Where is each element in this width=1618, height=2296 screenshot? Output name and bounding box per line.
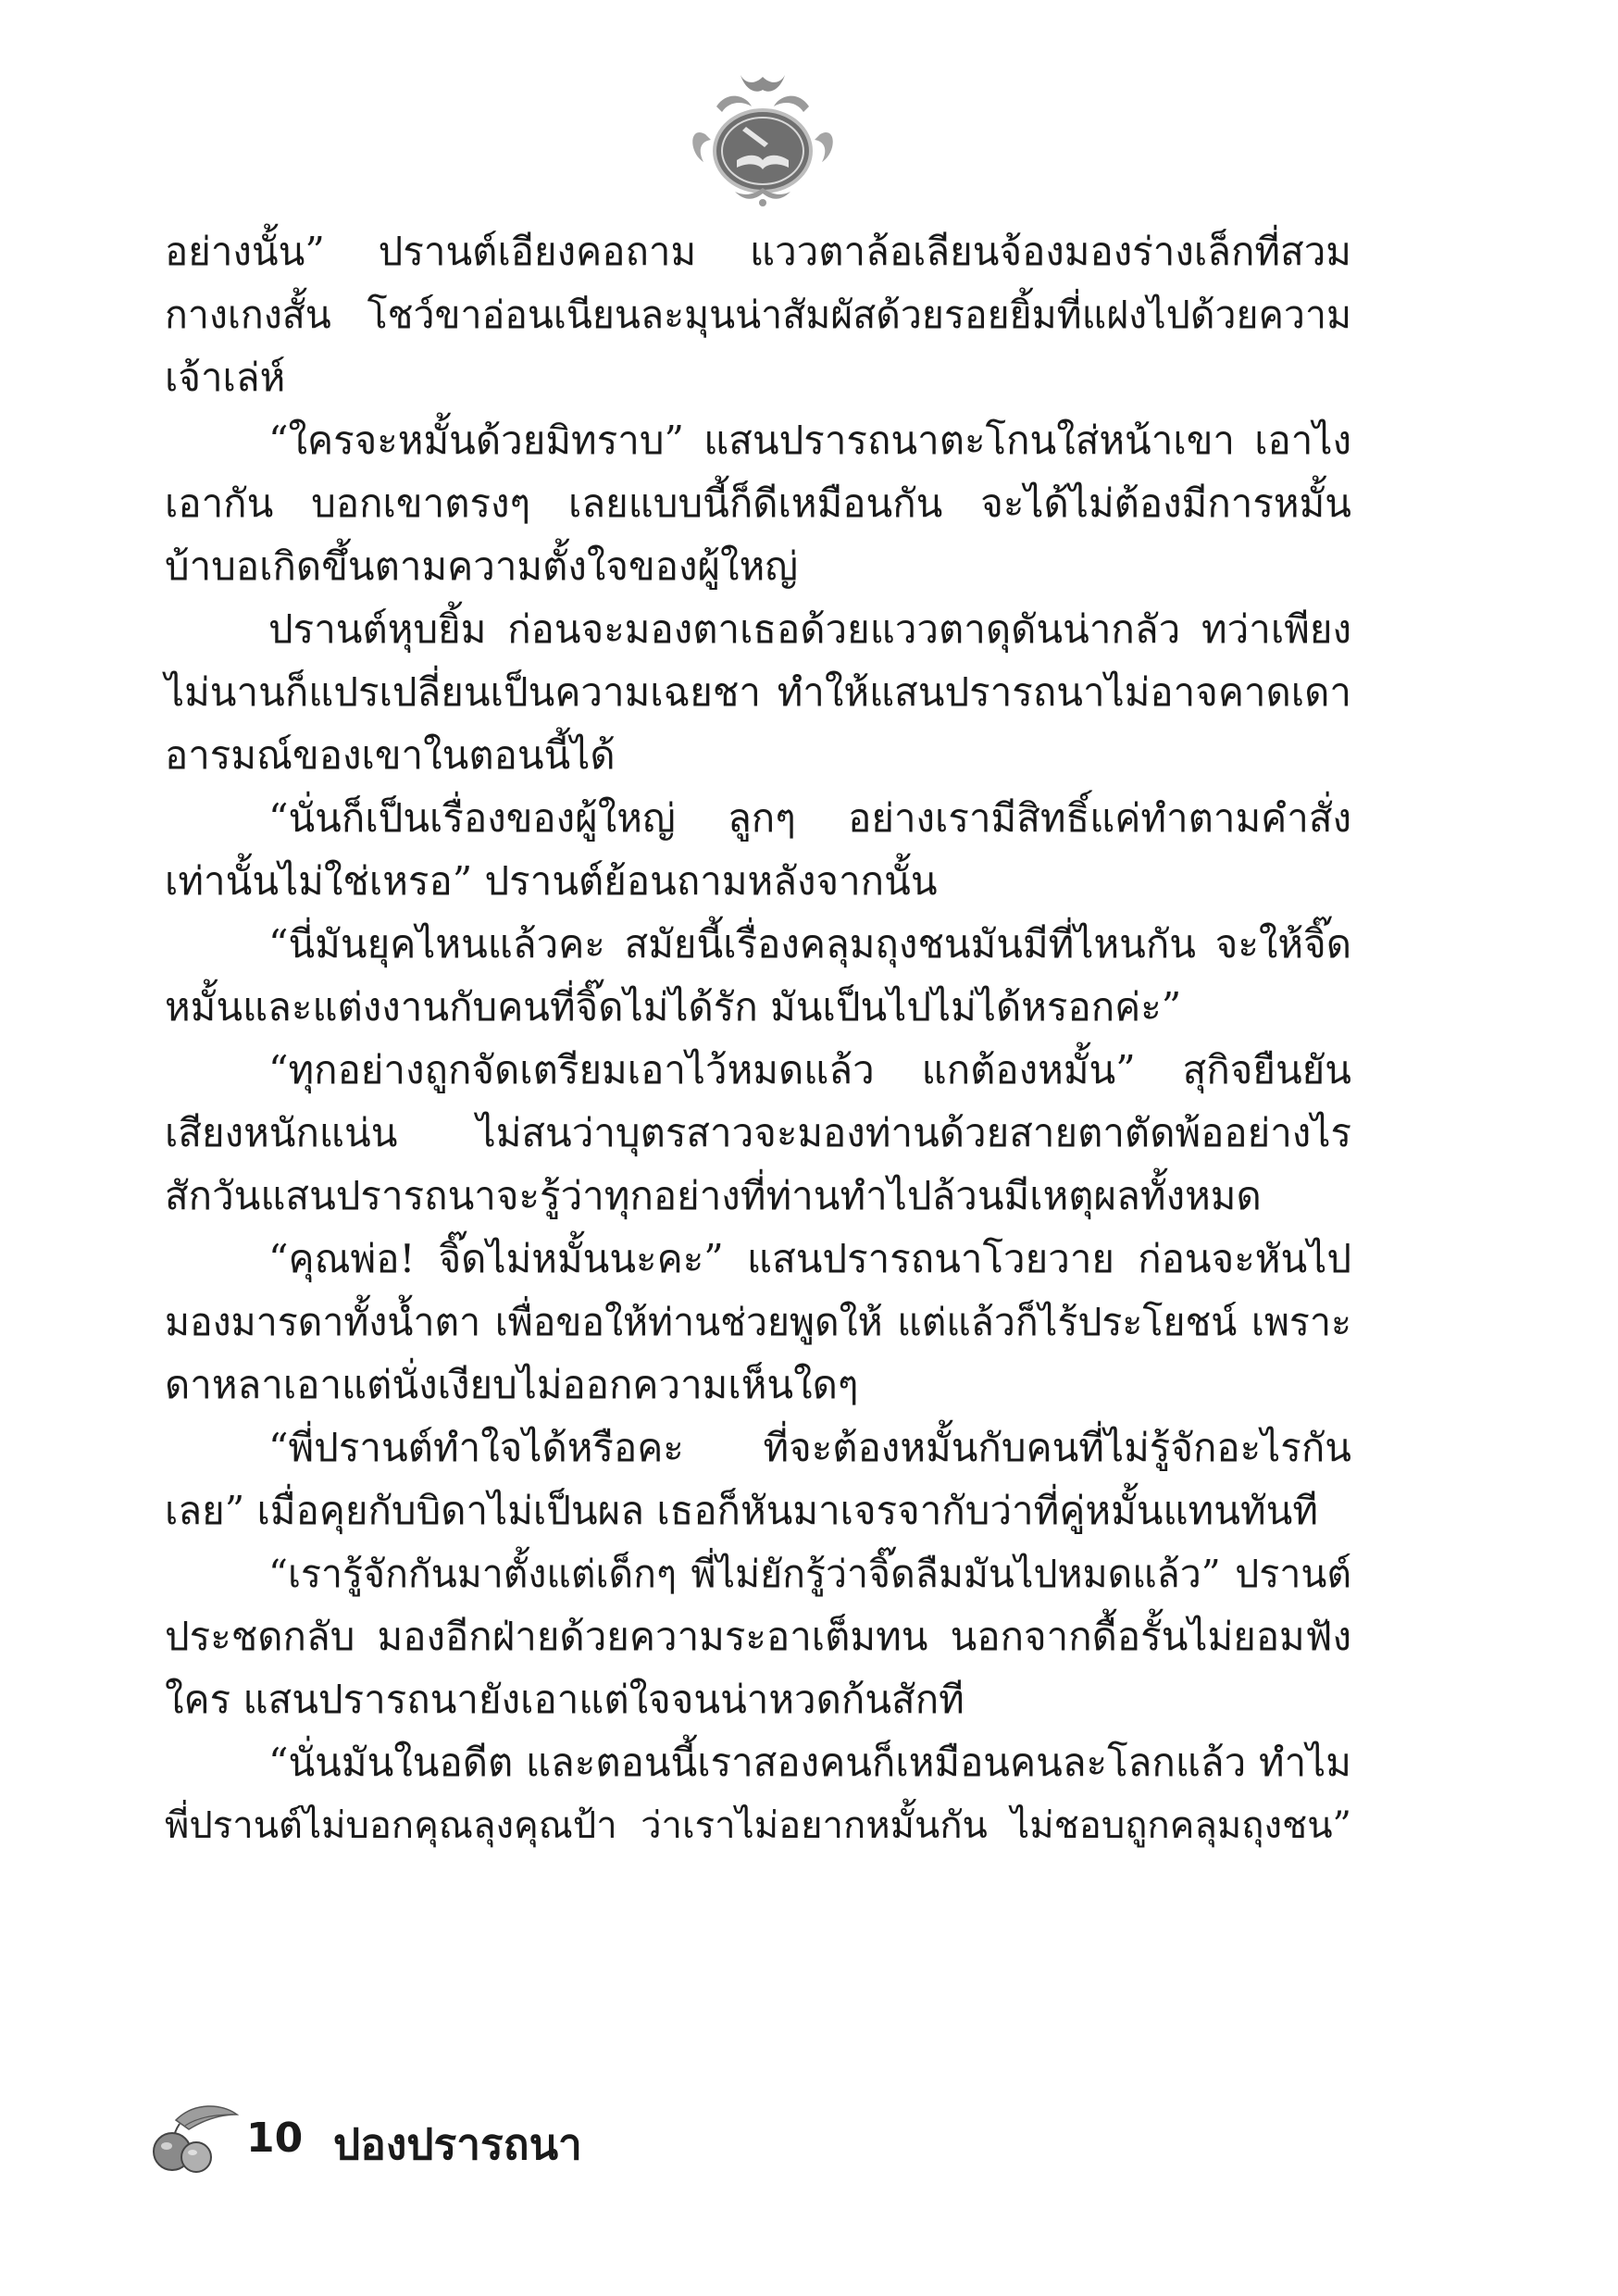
text-line: อย่างนั้น” ปรานต์เอียงคอถาม แววตาล้อเลียนจ้องมองร่างเล็กที่สวม: [165, 229, 1351, 274]
text-line: เอากัน บอกเขาตรงๆ เลยแบบนี้ก็ดีเหมือนกัน จะได้ไม่ต้องมีการหมั้น: [165, 480, 1351, 526]
text-line: “นั่นมันในอดีต และตอนนี้เราสองคนก็เหมือนคนละโลกแล้ว ทำไม: [268, 1740, 1351, 1785]
body-text: [165, 220, 1351, 1857]
text-line: บ้าบอเกิดขึ้นตามความตั้งใจของผู้ใหญ่: [165, 543, 799, 589]
text-line: “นั่นก็เป็นเรื่องของผู้ใหญ่ ลูกๆ อย่างเรามีสิทธิ์แค่ทำตามคำสั่ง: [268, 795, 1351, 841]
text-line: มองมารดาทั้งน้ำตา เพื่อขอให้ท่านช่วยพูดให้ แต่แล้วก็ไร้ประโยชน์ เพราะ: [165, 1300, 1351, 1344]
text-line: ไม่นานก็แปรเปลี่ยนเป็นความเฉยชา ทำให้แสนปรารถนาไม่อาจคาดเดา: [165, 669, 1351, 715]
text-line: พี่ปรานต์ไม่บอกคุณลุงคุณป้า ว่าเราไม่อยากหมั้นกัน ไม่ชอบถูกคลุมถุงชน”: [165, 1804, 1351, 1847]
ornamental-crest-logo-icon: [679, 69, 846, 208]
text-line: สักวันแสนปรารถนาจะรู้ว่าทุกอย่างที่ท่านทำไปล้วนมีเหตุผลทั้งหมด: [165, 1173, 1262, 1218]
page-footer: [148, 2102, 629, 2176]
text-line: “คุณพ่อ! จิ๊ดไม่หมั้นนะคะ” แสนปรารถนาโวยวาย ก่อนจะหันไป: [268, 1236, 1351, 1281]
text-line: “นี่มันยุคไหนแล้วคะ สมัยนี้เรื่องคลุมถุงชนมันมีที่ไหนกัน จะให้จิ๊ด: [268, 921, 1351, 967]
text-line: หมั้นและแต่งงานกับคนที่จิ๊ดไม่ได้รัก มันเป็นไปไม่ได้หรอกค่ะ”: [165, 984, 1182, 1029]
text-line: เท่านั้นไม่ใช่เหรอ” ปรานต์ย้อนถามหลังจากนั้น: [165, 858, 938, 904]
text-line: “ใครจะหมั้นด้วยมิทราบ” แสนปรารถนาตะโกนใส่หน้าเขา เอาไง: [268, 418, 1351, 463]
text-line: ปรานต์หุบยิ้ม ก่อนจะมองตาเธอด้วยแววตาดุดันน่ากลัว ทว่าเพียง: [268, 606, 1351, 652]
text-line: “พี่ปรานต์ทำใจได้หรือคะ ที่จะต้องหมั้นกับคนที่ไม่รู้จักอะไรกัน: [268, 1425, 1351, 1470]
text-line: ใคร แสนปรารถนายังเอาแต่ใจจนน่าหวดก้นสักที: [165, 1677, 965, 1722]
text-line: “เรารู้จักกันมาตั้งแต่เด็กๆ พี่ไม่ยักรู้ว่าจิ๊ดลืมมันไปหมดแล้ว” ปรานต์: [268, 1552, 1351, 1596]
text-line: เจ้าเล่ห์: [165, 355, 286, 400]
fruit-branch-icon: [148, 2102, 241, 2176]
text-line: เสียงหนักแน่น ไม่สนว่าบุตรสาวจะมองท่านด้วยสายตาตัดพ้ออย่างไร: [165, 1110, 1351, 1155]
text-line: ดาหลาเอาแต่นั่งเงียบไม่ออกความเห็นใดๆ: [165, 1362, 859, 1407]
text-line: “ทุกอย่างถูกจัดเตรียมเอาไว้หมดแล้ว แกต้องหมั้น” สุกิจยืนยัน: [268, 1047, 1351, 1092]
text-line: อารมณ์ของเขาในตอนนี้ได้: [165, 732, 616, 778]
text-line: ประชดกลับ มองอีกฝ่ายด้วยความระอาเต็มทน นอกจากดื้อรั้นไม่ยอมฟัง: [165, 1614, 1351, 1659]
text-line: เลย” เมื่อคุยกับบิดาไม่เป็นผล เธอก็หันมาเจรจากับว่าที่คู่หมั้นแทนทันที: [165, 1488, 1319, 1533]
page-number: 10: [246, 2115, 304, 2162]
text-line: กางเกงสั้น โชว์ขาอ่อนเนียนละมุนน่าสัมผัสด้วยรอยยิ้มที่แฝงไปด้วยความ: [165, 293, 1351, 337]
book-title: ปองปรารถนา: [333, 2119, 582, 2169]
